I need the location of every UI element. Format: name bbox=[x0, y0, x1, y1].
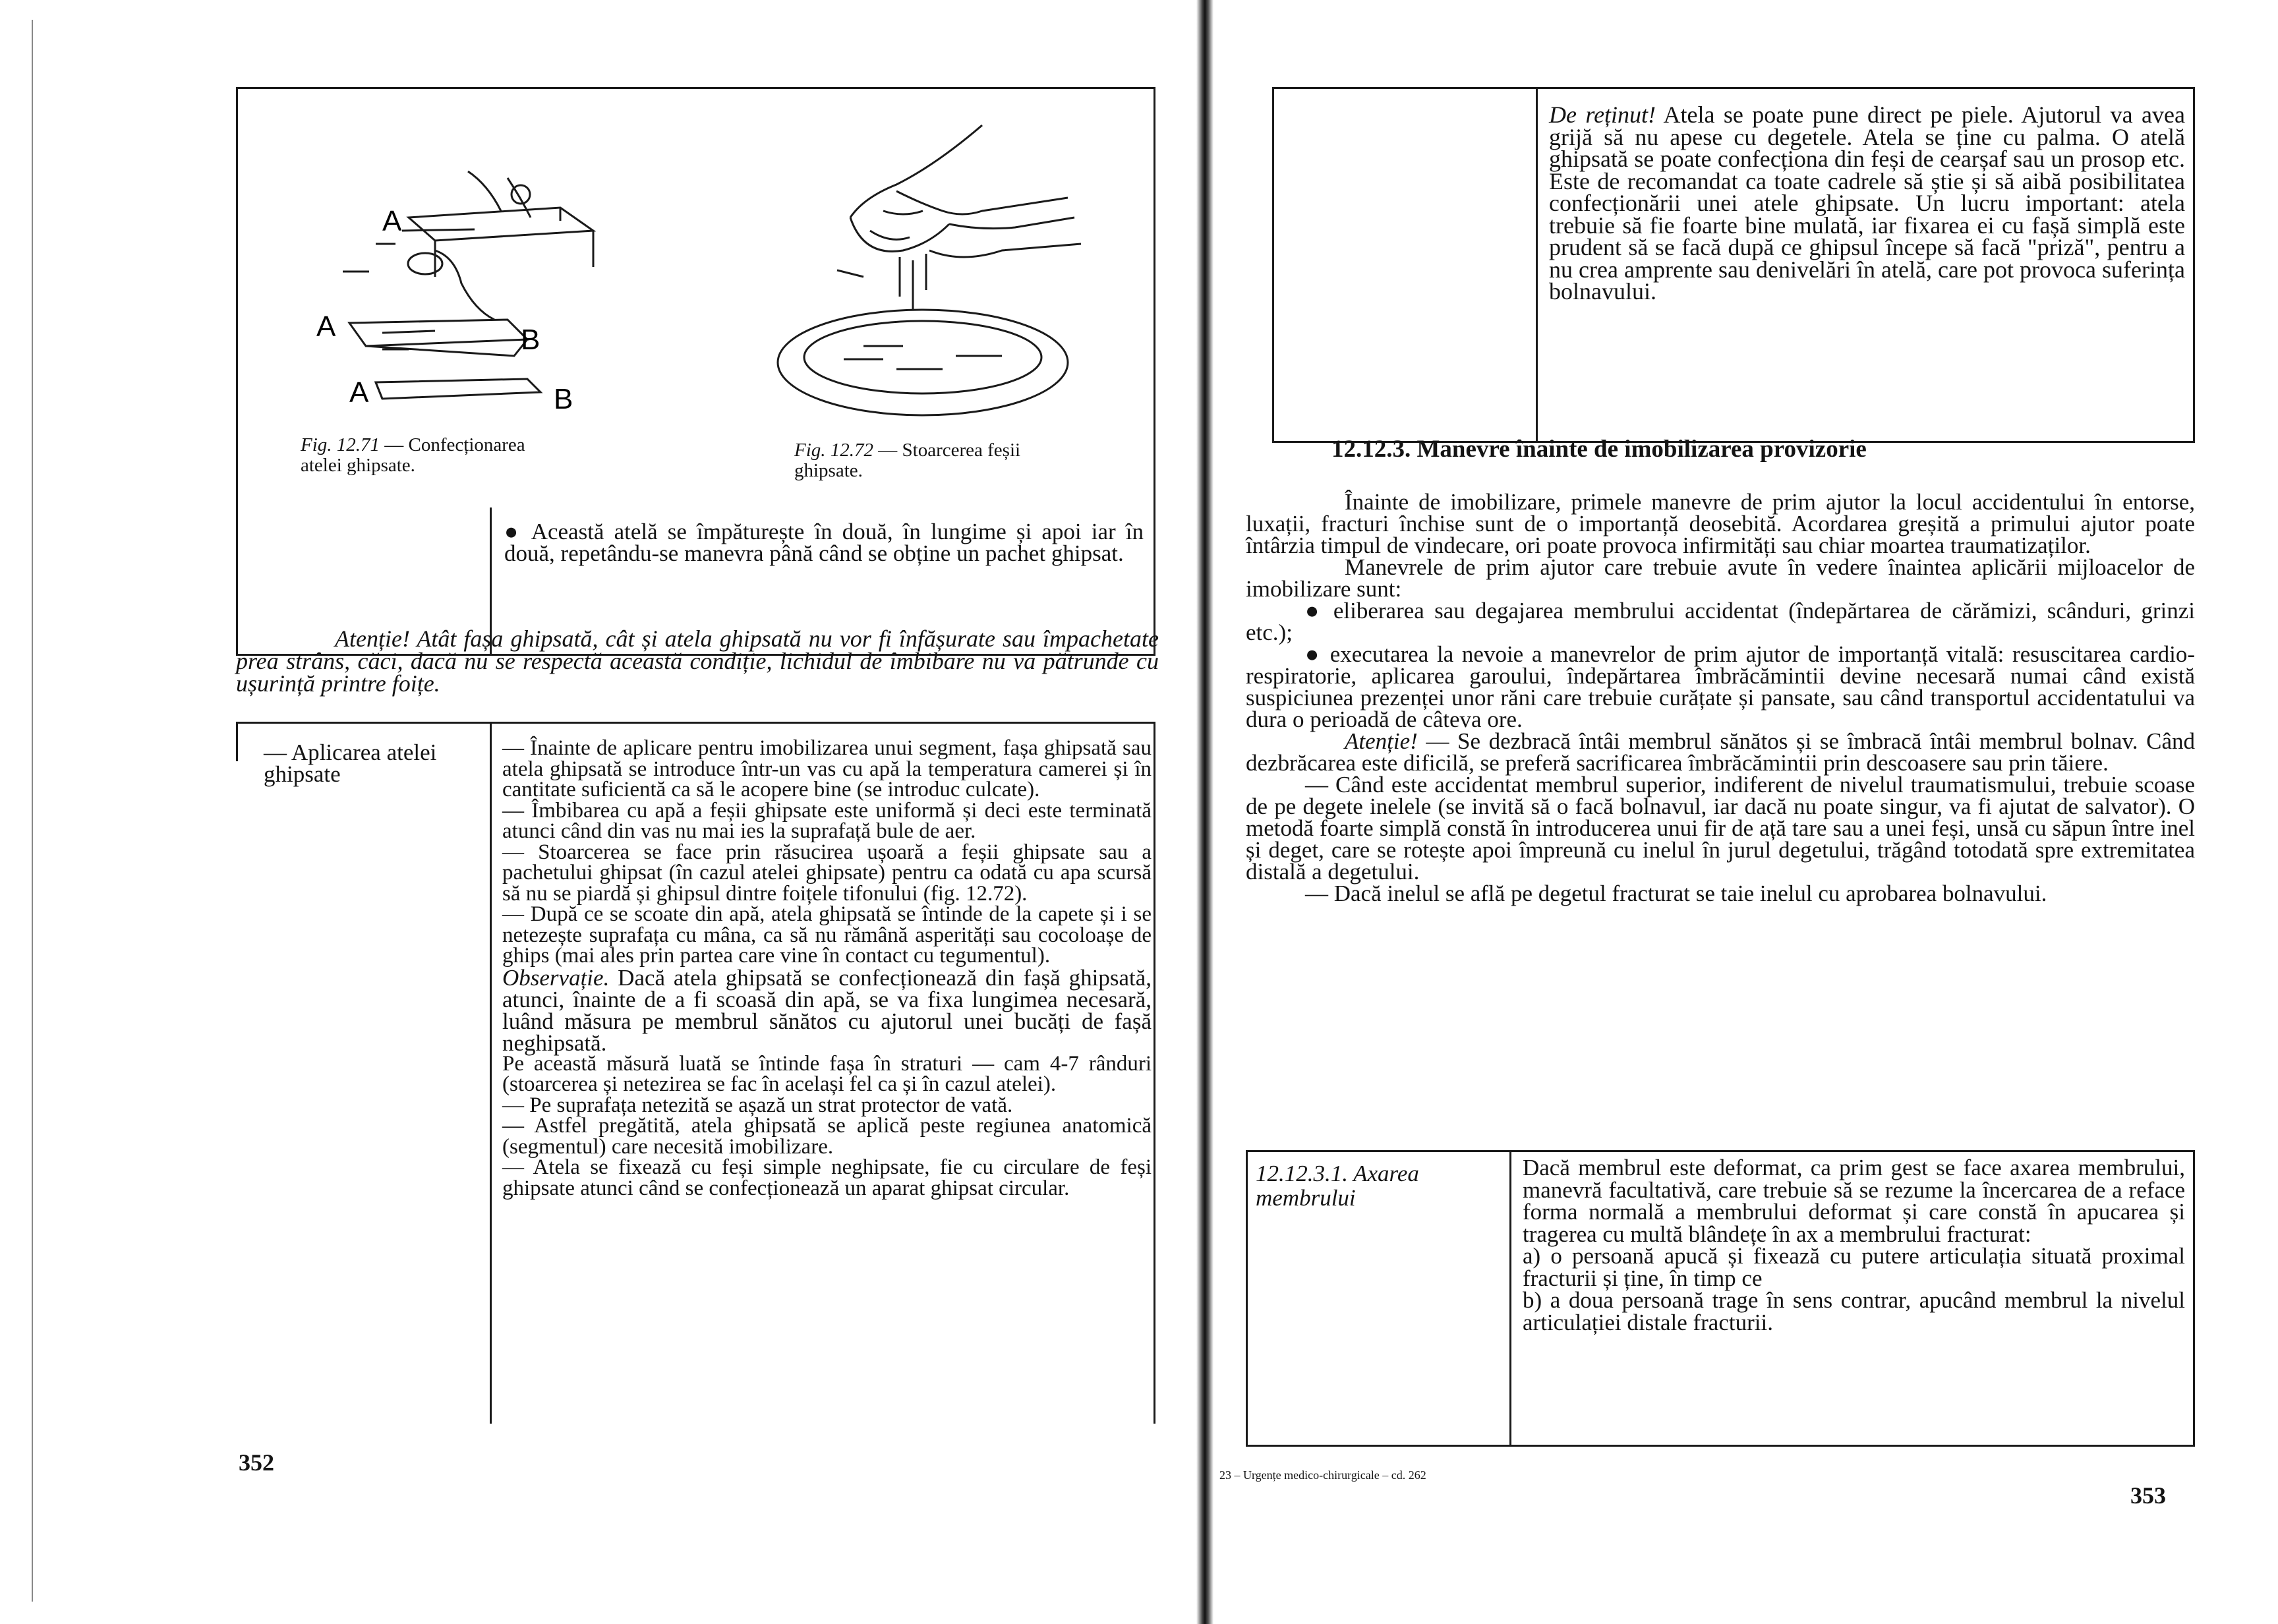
section-title: 12.12.3. Manevre înainte de imobilizarea provizorie bbox=[1331, 436, 1867, 463]
subsection-item-b: b) a doua persoană trage în sens contrar, apucând membrul la nivelul articulației distale fracturii. bbox=[1523, 1287, 2185, 1335]
step-7: — Astfel pregătită, atela ghipsată se aplică peste regiunea anatomică (segmentul) care necesită imobilizare. bbox=[502, 1114, 1152, 1159]
paragraph-1: Înainte de imobilizare, primele manevre de prim ajutor la locul accidentului în entorse, luxații, fracturi închise sunt de o importanță deosebită. Acordarea greșită a primului ajutor poate întârzia timpul de vindecare, ori poate provoca infirmități sau chiar moartea traumatizaților. bbox=[1246, 489, 2195, 558]
table-divider bbox=[490, 722, 492, 1424]
table-label: — Aplicarea atelei ghipsate bbox=[264, 740, 437, 787]
observation-text: Dacă atela ghipsată se confecționează din fașă ghipsată, atunci, înainte de a fi scoasă din apă, se va fixa lungimea necesară, luând măsura pe membrul sănătos cu ajutorul unei bucăți de fașă neghipsată. bbox=[502, 964, 1152, 1056]
note-label: De reținut! bbox=[1549, 102, 1656, 128]
table-right bbox=[1154, 722, 1155, 1424]
subsection-text bbox=[1523, 1157, 2185, 1333]
table-left-tick bbox=[236, 722, 238, 761]
step-1: — Înainte de aplicare pentru imobilizarea unui segment, fașa ghipsată sau atela ghipsată se introduce într-un vas cu apă la temperatura camerei și în cantitate suficientă ca să le acopere bine (se introduc culcate). bbox=[502, 736, 1152, 801]
fig71-label-a1: A bbox=[382, 205, 402, 237]
fig72-caption-num: Fig. 12.72 bbox=[794, 440, 874, 461]
left-warning: Atenție! Atât fașa ghipsată, cât și atela ghipsată nu vor fi înfășurate sau împachetate prea strâns, căci, dacă nu se respectă această condiție, lichidul de îmbibare nu va pătrunde cu ușurință printre foițe. bbox=[236, 625, 1159, 697]
main-text bbox=[1246, 491, 2195, 904]
subsection-divider bbox=[1509, 1150, 1511, 1447]
scan-edge bbox=[32, 20, 33, 1602]
fig71-label-b1: B bbox=[521, 324, 540, 356]
paragraph-ring-fracture: — Dacă inelul se află pe degetul fracturat se taie inelul cu aprobarea bolnavului. bbox=[1305, 881, 2047, 906]
fig71-caption-text: — Confecționarea atelei ghipsate. bbox=[301, 434, 525, 476]
note-text bbox=[1549, 104, 2185, 303]
fig72-caption-text: — Stoarcerea feșii ghipsate. bbox=[794, 440, 1021, 481]
fig71-label-a2: A bbox=[316, 310, 336, 343]
fig71-label-a3: A bbox=[349, 376, 369, 409]
right-warning bbox=[1246, 730, 2195, 774]
fig-12-71-caption bbox=[301, 435, 538, 476]
book-gutter bbox=[1196, 0, 1213, 1624]
table-top bbox=[236, 722, 1155, 724]
step-2: — Îmbibarea cu apă a feșii ghipsate este uniformă și deci este terminată atunci când din vas nu mai ies la suprafață bule de aer. bbox=[502, 798, 1152, 843]
step-3: — Stoarcerea se face prin răsucirea ușoară a feșii ghipsate sau a pachetului ghipsat (în cazul atelei ghipsate) pentru ca odată cu apa scursă să nu se piardă și ghipsul dintre foițele tifonului (fig. 12.72). bbox=[502, 840, 1152, 906]
right-warning-text: — Se dezbracă întâi membrul sănătos și se îmbracă întâi membrul bolnav. Când dezbrăcarea este dificilă, se preferă sacrificarea îmbrăcămintii prin descoasere sau prin tăiere. bbox=[1246, 728, 2195, 776]
step-4: — După ce se scoate din apă, atela ghipsată se întinde de la capete și i se netezește suprafața cu mâna, ca să nu rămână asperități sau cocoloașe de ghips (mai ales prin partea care vine în contact cu tegumentul). bbox=[502, 902, 1152, 968]
page-number-left: 352 bbox=[239, 1449, 274, 1476]
fold-note: ● Această atelă se împăturește în două, în lungime și apoi iar în două, repetându-se manevra până când se obține un pachet ghipsat. bbox=[504, 519, 1144, 566]
bullet-2: ● executarea la nevoie a manevrelor de prim ajutor de importanță vitală: resuscitarea cardio-respiratorie, aplicarea garoului, îndepărtarea îmbrăcămintii devine necesară numai când există suspiciunea prezenței unor răni care trebuie curățate și pansate, sau când transportul accidentatului va dura o perioadă de câteva ore. bbox=[1246, 641, 2195, 732]
fig71-label-b2: B bbox=[554, 383, 573, 415]
fig-12-72-caption bbox=[794, 440, 1084, 481]
paragraph-2: Manevrele de prim ajutor care trebuie avute în vedere înaintea aplicării mijloacelor de imobilizare sunt: bbox=[1246, 554, 2195, 602]
subsection-body: Dacă membrul este deformat, ca prim gest se face axarea membrului, manevră facultativă, care trebuie să se rezume la încercarea de a reface forma normală a membrului deformat și care constă în apucarea și tragerea cu multă blândețe în ax a membrului fracturat: bbox=[1523, 1155, 2185, 1247]
observation bbox=[502, 964, 1152, 1056]
observation-label: Observație. bbox=[502, 964, 610, 991]
step-8: — Atela se fixează cu feși simple neghipsate, fie cu circulare de feși ghipsate atunci când se confecționează un aparat ghipsat circular. bbox=[502, 1155, 1152, 1200]
subsection-label: 12.12.3.1. Axarea membrului bbox=[1256, 1161, 1419, 1211]
fig71-caption-num: Fig. 12.71 bbox=[301, 434, 380, 455]
subsection-item-a: a) o persoană apucă și fixează cu putere articulația situată proximal fracturii și ține, în timp ce bbox=[1523, 1243, 2185, 1291]
step-6: — Pe suprafața netezită se așază un strat protector de vată. bbox=[502, 1093, 1013, 1117]
fig-12-72-illustration bbox=[765, 112, 1134, 428]
page-number-right: 353 bbox=[2130, 1482, 2166, 1509]
right-page bbox=[1213, 0, 2278, 1624]
step-5: Pe această măsură luată se întinde fașa în straturi — cam 4-7 rânduri (stoarcerea și netezirea se fac în același fel ca și în cazul atelei). bbox=[502, 1051, 1152, 1096]
right-warning-label: Atenție! bbox=[1345, 728, 1418, 754]
procedure-steps bbox=[502, 738, 1152, 1199]
bullet-1: ● eliberarea sau degajarea membrului accidentat (îndepărtarea de cărămizi, scânduri, grinzi etc.); bbox=[1246, 598, 2195, 645]
paragraph-ring: — Când este accidentat membrul superior, indiferent de nivelul traumatismului, trebuie scoase de pe degete inelele (se invită să o facă bolnavul, iar dacă nu poate singur, va fi ajutat de salvator). O metodă foarte simplă constă în introducerea unui fir de ață tare sau a unei feși, unsă cu săpun între inel și deget, care se rotește apoi împreună cu inelul în jurul degetului, trăgând totodată spre extremitatea distală a degetului. bbox=[1246, 772, 2195, 884]
page-footer: 23 – Urgențe medico-chirurgicale – cd. 262 bbox=[1219, 1468, 1426, 1482]
note-divider bbox=[1536, 87, 1538, 443]
fig-12-71-illustration bbox=[303, 158, 606, 415]
note-body: Atela se poate pune direct pe piele. Ajutorul va avea grijă să nu apese cu degetele. Atela se ține cu palma. O atelă ghipsată se poate confecționa din feși de cearșaf sau un prosop etc. Este de recomandat ca toate cadrele să știe și să aibă posibilitatea confecționării unei atele ghipsate. Un lucru important: atela trebuie să fie foarte bine mulată, iar fixarea ei cu fașă simplă este prudent să se facă după ce ghipsul începe să facă "priză", pentru a nu crea amprente sau denivelări în atelă, care pot provoca suferința bolnavului. bbox=[1549, 102, 2185, 304]
